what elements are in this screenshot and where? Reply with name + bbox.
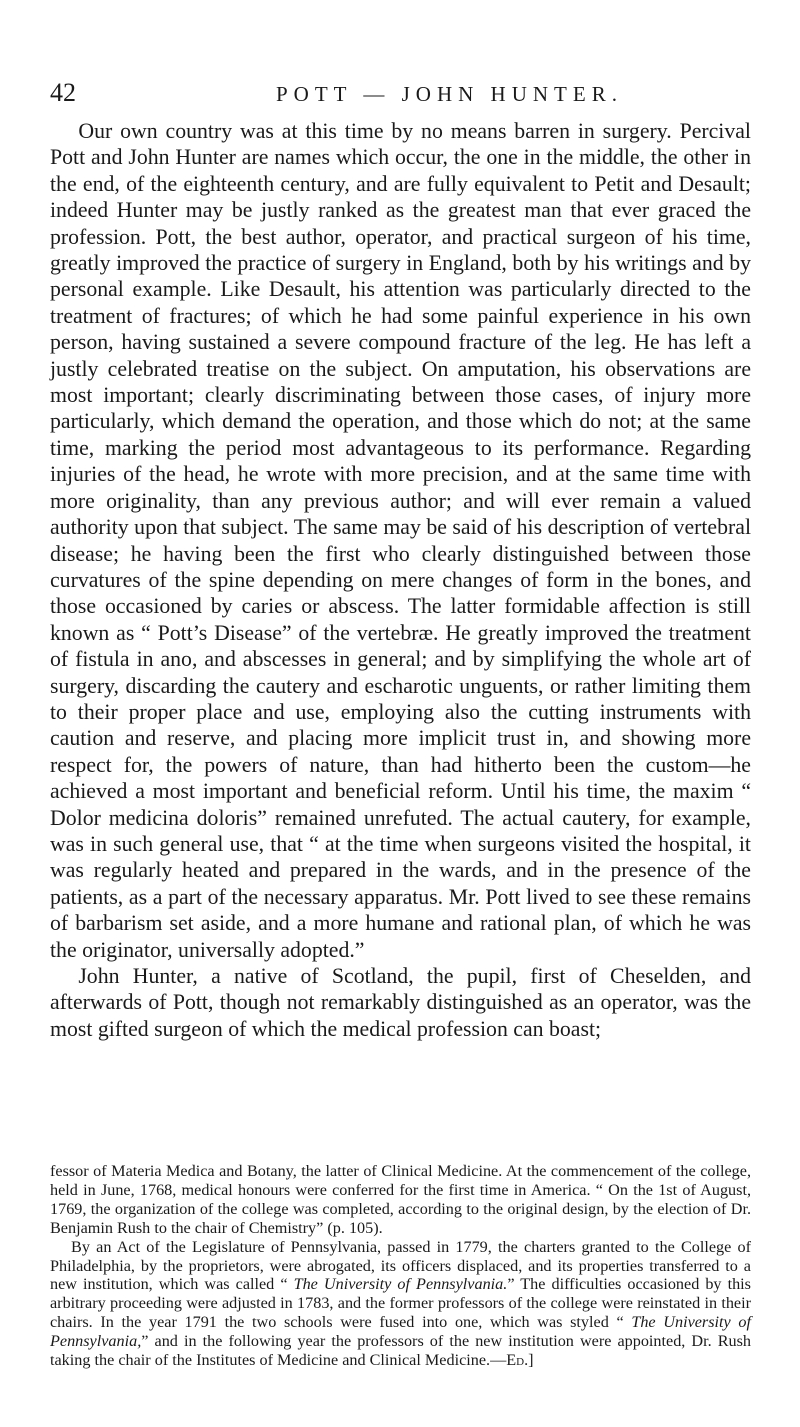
- footnote-text: ” and in the following year the professors of the new institution were appointed, Dr. Rush taking the chair of the Institutes of Medicine and Clinical Medicine.—: [50, 1332, 751, 1370]
- editor-mark: Ed.: [506, 1351, 529, 1370]
- footnote-italic-title: The University of Pennsylvania,: [50, 1313, 751, 1351]
- paragraph: Our own country was at this time by no means barren in surgery. Percival Pott and John Hunter are names which occur, the one in the middle, the other in the end, of the eighteenth century, and are fully equivalent to Petit and Desault; indeed Hunter may be justly ranked as the greatest man that ever graced the profession. Pott, the best author, operator, and practical surgeon of his time, greatly improved the practice of surgery in England, both by his writings and by personal example. Like Desault, his attention was particularly directed to the treatment of fractures; of which he had some painful experience in his own person, having sustained a severe compound fracture of the leg. He has left a justly celebrated treatise on the subject. On amputation, his observations are most important; clearly discriminating between those cases, of injury more particularly, which demand the operation, and those which do not; at the same time, marking the period most advantageous to its performance. Regarding injuries of the head, he wrote with more precision, and at the same time with more originality, than any previous author; and will ever remain a valued authority upon that subject. The same may be said of his description of vertebral disease; he having been the first who clearly distinguished between those curvatures of the spine depending on mere changes of form in the bones, and those occasioned by caries or abscess. The latter formidable affection is still known as “ Pott’s Disease” of the vertebræ. He greatly improved the treatment of fistula in ano, and abscesses in general; and by simplifying the whole art of surgery, discarding the cautery and escharotic unguents, or rather limiting them to their proper place and use, employing also the cutting instruments with caution and reserve, and placing more implicit trust in, and showing more respect for, the powers of nature, than had hitherto been the custom—he achieved a most important and beneficial reform. Until his time, the maxim “ Dolor medicina doloris” remained unrefuted. The actual cautery, for example, was in such general use, that “ at the time when surgeons visited the hospital, it was regularly heated and prepared in the wards, and in the presence of the patients, as a part of the necessary apparatus. Mr. Pott lived to see these remains of barbarism set aside, and a more humane and rational plan, of which he was the originator, universally adopted.”: [50, 119, 751, 962]
- footnote-text: ]: [528, 1351, 534, 1370]
- footnote-paragraph: [50, 1238, 751, 1370]
- footnote: [50, 1162, 751, 1370]
- footnote-paragraph: fessor of Materia Medica and Botany, the latter of Clinical Medicine. At the commencement of the college, held in June, 1768, medical honours were conferred for the first time in America. “ On the 1st of August, 1769, the organization of the college was completed, according to the original design, by the election of Dr. Benjamin Rush to the chair of Chemistry” (p. 105).: [50, 1162, 751, 1237]
- footnote-text: By an Act of the Legislature of Pennsylvania, passed in 1779, the charters granted to the College of Philadelphia, by the proprietors, were abrogated, its officers displaced, and its properties transferred to a new institution, which was called “: [50, 1237, 751, 1294]
- main-text: [50, 118, 751, 1042]
- footnote-italic-title: The University of Pennsylvania.: [293, 1275, 508, 1294]
- running-head: POTT — JOHN HUNTER.: [276, 82, 623, 106]
- paragraph: John Hunter, a native of Scotland, the pupil, first of Cheselden, and afterwards of Pott, though not remarkably distinguished as an operator, was the most gifted surgeon of which the medical profession can boast;: [50, 964, 751, 1041]
- page-number: 42: [50, 78, 76, 107]
- page-header: [50, 78, 750, 108]
- footnote-text: ” The difficulties occasioned by this arbitrary proceeding were adjusted in 1783, and the former professors of the college were reinstated in their chairs. In the year 1791 the two schools were fused into one, which was styled “: [50, 1275, 751, 1332]
